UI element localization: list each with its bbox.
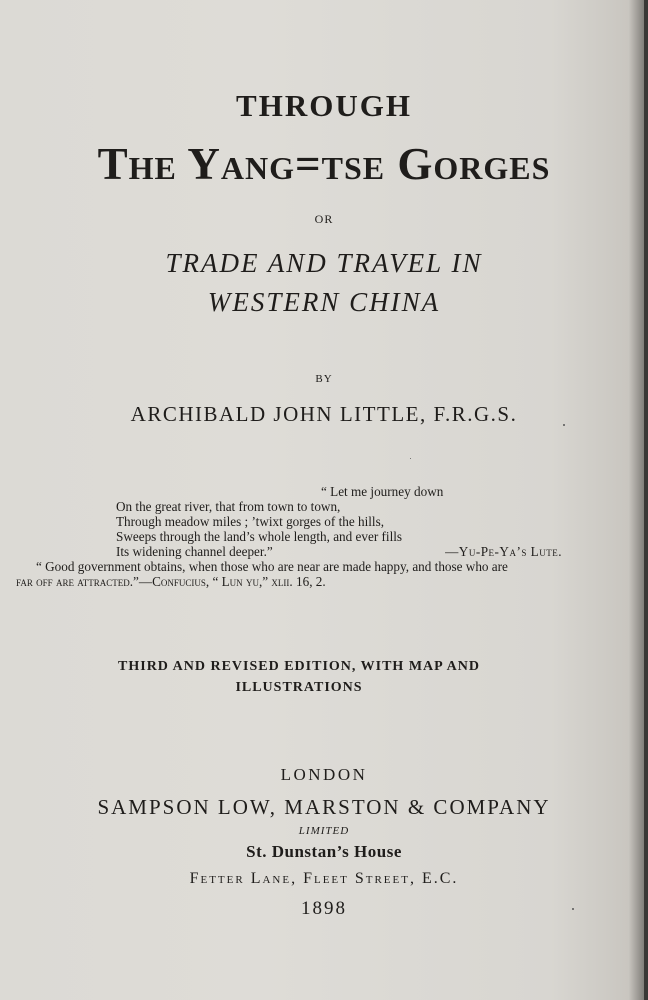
publisher-limited: LIMITED (298, 825, 350, 837)
epigraph (116, 484, 576, 559)
edition-line: THIRD AND REVISED EDITION, WITH MAP AND (118, 659, 480, 674)
quote-line: “ Good government obtains, when those who are near are made happy, and those who are (36, 559, 508, 574)
paper-speck (572, 908, 574, 910)
epigraph-attribution: —Yu-Pe-Ya’s Lute. (445, 544, 562, 559)
title-through: THROUGH (236, 88, 412, 123)
title-or: OR (314, 212, 334, 226)
confucius-quote (16, 559, 626, 589)
publisher-house: St. Dunstan’s House (246, 842, 402, 861)
epigraph-line: Its widening channel deeper.” (116, 544, 273, 559)
publisher-name: SAMPSON LOW, MARSTON & COMPANY (97, 795, 551, 819)
publisher-address: Fetter Lane, Fleet Street, E.C. (189, 870, 459, 887)
epigraph-line: Sweeps through the land’s whole length, and ever fills (116, 529, 403, 544)
edition-statement (0, 656, 598, 698)
edition-line: ILLUSTRATIONS (235, 680, 363, 695)
publication-year: 1898 (301, 898, 347, 919)
epigraph-line: On the great river, that from town to town, (116, 499, 341, 514)
main-title: The Yang=tse Gorges (97, 139, 551, 189)
paper-speck (410, 458, 411, 459)
imprint-city: LONDON (280, 765, 368, 784)
author-name: ARCHIBALD JOHN LITTLE, F.R.G.S. (130, 402, 518, 426)
subtitle-line-1: TRADE AND TRAVEL IN (165, 248, 483, 278)
byline-by: BY (315, 373, 333, 385)
page-edge (644, 0, 648, 1000)
epigraph-line: “ Let me journey down (321, 484, 444, 499)
paper-speck (563, 424, 565, 426)
epigraph-line: Through meadow miles ; ’twixt gorges of the hills, (116, 514, 384, 529)
subtitle-line-2: WESTERN CHINA (207, 287, 441, 317)
quote-line: far off are attracted.”—Confucius, “ Lun yu,” xlii. 16, 2. (16, 574, 326, 589)
